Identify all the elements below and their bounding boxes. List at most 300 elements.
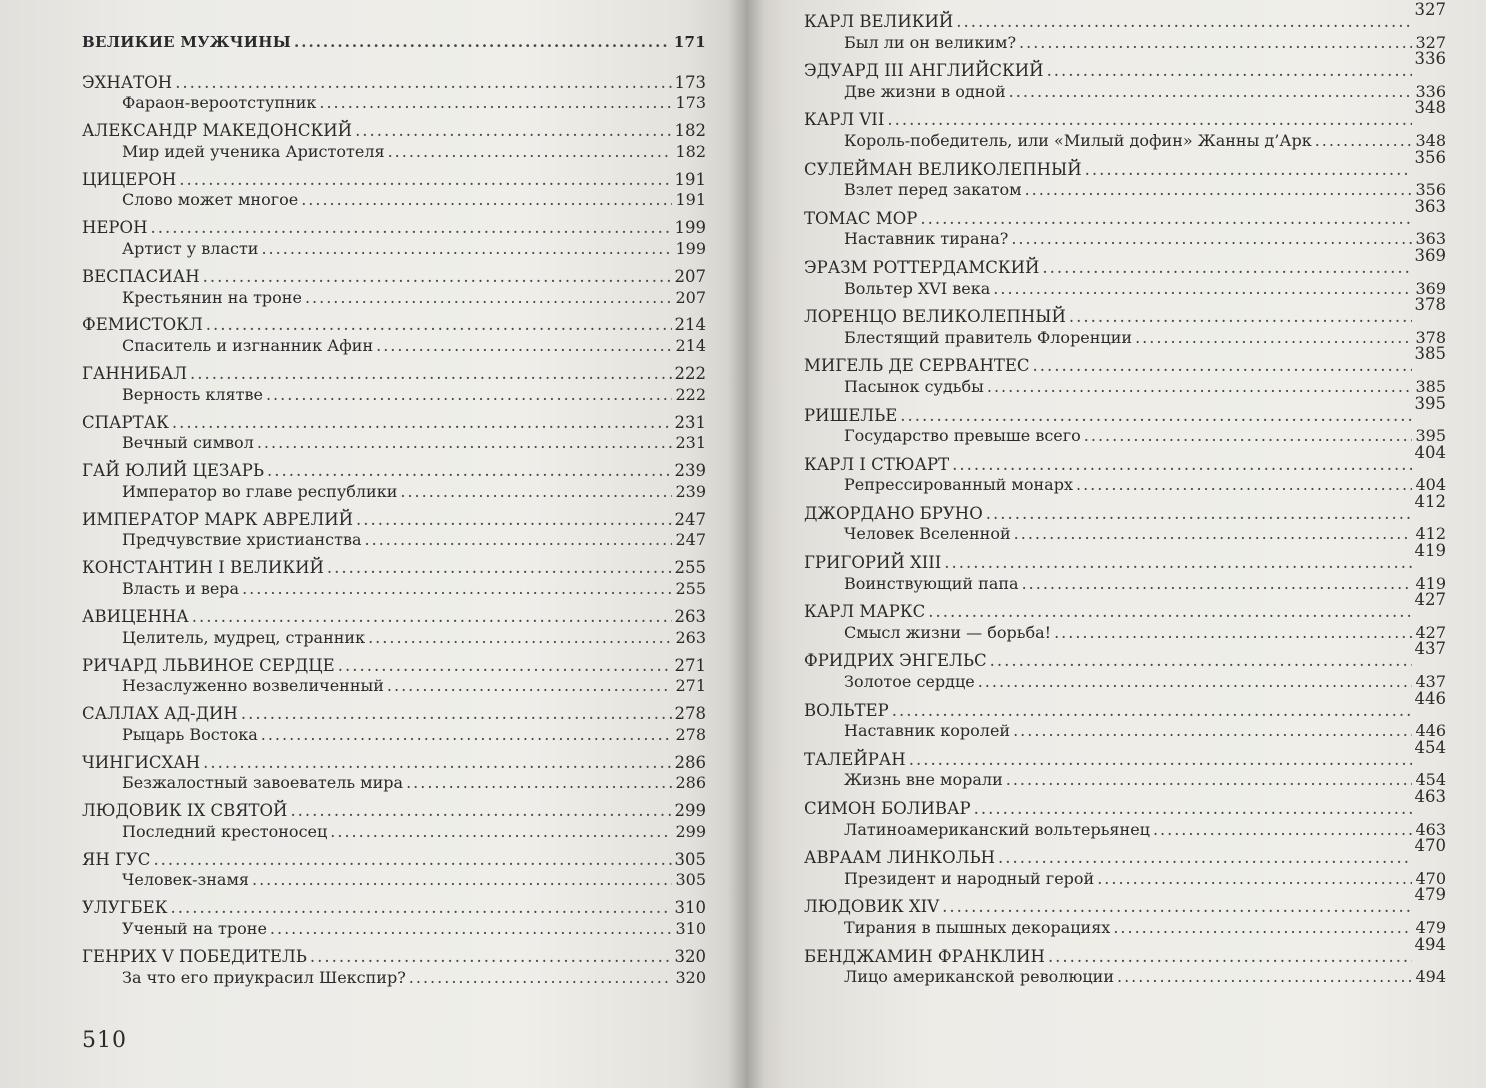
dot-leader: [1153, 820, 1413, 841]
subtitle-line: [804, 426, 1446, 447]
chapter-line: [82, 170, 706, 191]
chapter-page-number: 207: [674, 266, 706, 286]
subtitle-title: Блестящий правитель Флоренции: [844, 327, 1133, 347]
chapter-title: ЭДУАРД III АНГЛИЙСКИЙ: [804, 61, 1044, 81]
dot-leader: [261, 725, 673, 746]
chapter-line: [82, 607, 706, 628]
chapter-title: ГАЙ ЮЛИЙ ЦЕЗАРЬ: [82, 461, 264, 481]
subtitle-line: [804, 279, 1446, 300]
subtitle-line: [804, 770, 1446, 791]
toc-entry[interactable]: [804, 245, 1446, 299]
dot-leader: [175, 73, 671, 94]
dot-leader: [942, 897, 1411, 918]
subtitle-title: Вольтер XVI века: [844, 278, 991, 298]
toc-entry[interactable]: [804, 49, 1446, 102]
chapter-line: [804, 737, 1446, 771]
dot-leader: [1009, 82, 1413, 103]
page-number: 510: [82, 1028, 127, 1053]
section-page-number: 171: [673, 33, 706, 51]
chapter-title: ГЕНРИХ V ПОБЕДИТЕЛЬ: [82, 947, 307, 966]
dot-leader: [1069, 307, 1412, 328]
subtitle-title: Верность клятве: [122, 384, 263, 404]
subtitle-line: [82, 870, 706, 891]
dot-leader: [1047, 61, 1412, 82]
subtitle-title: Последний крестоносец: [122, 821, 328, 841]
chapter-title: НЕРОН: [82, 218, 148, 238]
chapter-title: ФЕМИСТОКЛ: [82, 315, 203, 335]
chapter-title: СИМОН БОЛИВАР: [804, 799, 971, 818]
chapter-title: КАРЛ I СТЮАРТ: [804, 454, 950, 474]
dot-leader: [192, 607, 672, 628]
subtitle-page-number: 278: [675, 724, 706, 744]
chapter-line: [804, 934, 1446, 968]
subtitle-page-number: 173: [675, 93, 706, 113]
toc-entry[interactable]: [804, 196, 1446, 250]
chapter-line: [82, 364, 706, 385]
toc-entry[interactable]: [82, 510, 706, 551]
toc-entry[interactable]: [82, 32, 706, 53]
subtitle-line: [82, 579, 706, 600]
subtitle-title: Две жизни в одной: [844, 81, 1006, 101]
chapter-title: ДЖОРДАНО БРУНО: [804, 503, 983, 523]
toc-entry[interactable]: [82, 558, 706, 599]
dot-leader: [266, 385, 672, 406]
dot-leader: [1085, 160, 1412, 181]
subtitle-line: [804, 918, 1446, 939]
subtitle-line: [804, 229, 1446, 250]
subtitle-title: Фараон-вероотступник: [122, 93, 317, 113]
subtitle-title: За что его приукрасил Шекспир?: [122, 967, 406, 987]
subtitle-title: Наставник королей: [844, 721, 1011, 741]
subtitle-line: [804, 33, 1446, 54]
subtitle-page-number: 222: [675, 384, 706, 404]
toc-entry[interactable]: [804, 0, 1446, 53]
subtitle-title: Ученый на троне: [122, 919, 267, 939]
chapter-page-number: 479: [1414, 885, 1446, 905]
subtitle-title: Воинствующий папа: [844, 573, 1019, 593]
chapter-line: [804, 49, 1446, 82]
toc-entry[interactable]: [804, 934, 1446, 988]
chapter-page-number: 299: [674, 801, 706, 821]
chapter-line: [804, 836, 1446, 869]
toc-entry[interactable]: [804, 737, 1446, 791]
chapter-page-number: 419: [1414, 541, 1446, 561]
subtitle-page-number: 310: [675, 919, 706, 939]
subtitle-title: Взлет перед закатом: [844, 180, 1022, 200]
subtitle-page-number: 191: [675, 190, 706, 210]
chapter-title: ЯН ГУС: [82, 849, 151, 869]
chapter-page-number: 385: [1414, 344, 1446, 364]
chapter-page-number: 263: [674, 606, 706, 626]
dot-leader: [1042, 258, 1411, 279]
subtitle-title: Крестьянин на троне: [122, 287, 302, 307]
subtitle-line: [82, 676, 706, 697]
toc-entry[interactable]: [804, 836, 1446, 889]
chapter-page-number: 454: [1414, 737, 1446, 757]
subtitle-title: Целитель, мудрец, странник: [122, 627, 366, 647]
subtitle-line: [804, 524, 1446, 545]
subtitle-title: Человек Вселенной: [844, 524, 1011, 544]
chapter-line: [804, 491, 1446, 525]
chapter-line: [804, 393, 1446, 427]
toc-entry[interactable]: [82, 704, 706, 745]
chapter-page-number: 427: [1414, 590, 1446, 610]
dot-leader: [203, 267, 672, 288]
chapter-page-number: 363: [1414, 196, 1446, 216]
chapter-line: [804, 98, 1446, 131]
subtitle-page-number: 369: [1415, 278, 1446, 298]
dot-leader: [990, 651, 1412, 672]
chapter-page-number: 369: [1414, 245, 1446, 265]
chapter-title: МИГЕЛЬ ДЕ СЕРВАНТЕС: [804, 356, 1030, 376]
chapter-page-number: 247: [674, 509, 706, 529]
dot-leader: [1019, 33, 1412, 54]
chapter-line: [82, 461, 706, 482]
dot-leader: [928, 602, 1411, 623]
chapter-page-number: 286: [674, 752, 706, 772]
subtitle-line: [82, 190, 706, 211]
subtitle-page-number: 327: [1415, 32, 1446, 52]
chapter-page-number: 231: [674, 412, 706, 432]
chapter-page-number: 305: [674, 849, 706, 869]
subtitle-line: [82, 433, 706, 454]
toc-entry[interactable]: [82, 850, 706, 891]
chapter-title: ВОЛЬТЕР: [804, 700, 889, 720]
dot-leader: [993, 279, 1412, 300]
chapter-page-number: 378: [1414, 295, 1446, 315]
toc-entry[interactable]: [804, 885, 1446, 938]
subtitle-line: [82, 288, 706, 309]
dot-leader: [330, 822, 672, 843]
chapter-line: [804, 688, 1446, 722]
toc-entry[interactable]: [82, 170, 706, 211]
dot-leader: [406, 773, 672, 794]
toc-entry[interactable]: [82, 364, 706, 405]
chapter-line: [804, 885, 1446, 918]
dot-leader: [892, 701, 1412, 722]
chapter-title: ТАЛЕЙРАН: [804, 749, 906, 769]
toc-entry[interactable]: [82, 267, 706, 308]
chapter-line: [804, 344, 1446, 377]
toc-entry[interactable]: [804, 491, 1446, 545]
dot-leader: [301, 190, 672, 211]
chapter-line: [82, 704, 706, 725]
toc-entry[interactable]: [804, 295, 1446, 348]
chapter-title: СПАРТАК: [82, 412, 169, 432]
chapter-title: СУЛЕЙМАН ВЕЛИКОЛЕПНЫЙ: [804, 159, 1082, 179]
subtitle-title: Пасынок судьбы: [844, 376, 984, 396]
subtitle-page-number: 286: [675, 773, 706, 793]
dot-leader: [974, 799, 1412, 820]
dot-leader: [1054, 623, 1412, 644]
subtitle-line: [804, 475, 1446, 496]
dot-leader: [956, 12, 1411, 33]
subtitle-title: Репрессированный монарх: [844, 475, 1073, 495]
chapter-title: АЛЕКСАНДР МАКЕДОНСКИЙ: [82, 121, 353, 141]
chapter-line: [82, 218, 706, 239]
chapter-title: АВРААМ ЛИНКОЛЬН: [804, 848, 995, 868]
chapter-page-number: 395: [1414, 393, 1446, 413]
toc-entry[interactable]: [82, 753, 706, 794]
toc-entry[interactable]: [82, 607, 706, 648]
chapter-line: [82, 267, 706, 288]
chapter-title: КАРЛ VII: [804, 110, 885, 130]
chapter-line: [82, 73, 706, 94]
toc-entry[interactable]: [804, 393, 1446, 447]
chapter-page-number: 494: [1414, 934, 1446, 954]
subtitle-page-number: 479: [1415, 917, 1446, 937]
chapter-line: [82, 947, 706, 968]
chapter-page-number: 404: [1414, 442, 1446, 462]
dot-leader: [368, 628, 672, 649]
subtitle-page-number: 404: [1415, 475, 1446, 495]
chapter-title: БЕНДЖАМИН ФРАНКЛИН: [804, 946, 1045, 966]
dot-leader: [356, 510, 671, 531]
subtitle-title: Король-победитель, или «Милый дофин» Жанны д’Арк: [844, 130, 1312, 150]
chapter-page-number: 470: [1414, 836, 1446, 856]
dot-leader: [267, 461, 672, 482]
dot-leader: [909, 750, 1412, 771]
toc-entry[interactable]: [804, 98, 1446, 151]
subtitle-title: Лицо американской революции: [844, 967, 1114, 987]
subtitle-line: [82, 919, 706, 940]
subtitle-title: Артист у власти: [122, 238, 259, 258]
toc-entry[interactable]: [804, 590, 1446, 643]
dot-leader: [978, 672, 1413, 693]
chapter-line: [804, 639, 1446, 672]
subtitle-page-number: 231: [675, 433, 706, 453]
dot-leader: [355, 121, 671, 142]
dot-leader: [952, 455, 1411, 476]
subtitle-title: Золотое сердце: [844, 672, 975, 692]
subtitle-line: [82, 773, 706, 794]
subtitle-title: Наставник тирана?: [844, 229, 1009, 249]
toc-entry[interactable]: [82, 656, 706, 697]
subtitle-title: Вечный символ: [122, 433, 254, 453]
subtitle-title: Тирания в пышных декорациях: [844, 917, 1111, 937]
subtitle-title: Император во главе республики: [122, 481, 398, 501]
subtitle-page-number: 239: [675, 481, 706, 501]
dot-leader: [1135, 328, 1412, 349]
subtitle-page-number: 446: [1415, 721, 1446, 741]
subtitle-line: [82, 239, 706, 260]
toc-entry[interactable]: [82, 73, 706, 114]
toc-entry[interactable]: [82, 947, 706, 988]
subtitle-line: [804, 377, 1446, 398]
subtitle-page-number: 247: [675, 530, 706, 550]
chapter-page-number: 437: [1414, 639, 1446, 659]
subtitle-page-number: 336: [1415, 81, 1446, 101]
subtitle-page-number: 395: [1415, 426, 1446, 446]
chapter-page-number: 239: [674, 461, 706, 481]
toc-entry[interactable]: [804, 541, 1446, 594]
dot-leader: [887, 110, 1411, 131]
dot-leader: [1013, 721, 1412, 742]
subtitle-page-number: 470: [1415, 868, 1446, 888]
subtitle-line: [804, 820, 1446, 841]
dot-leader: [190, 364, 672, 385]
subtitle-title: Предчувствие христианства: [122, 530, 362, 550]
toc-entry[interactable]: [82, 461, 706, 502]
subtitle-title: Слово может многое: [122, 190, 299, 210]
chapter-title: ЛЮДОВИК IX СВЯТОЙ: [82, 801, 288, 821]
dot-leader: [294, 32, 671, 53]
chapter-line: [82, 315, 706, 336]
chapter-title: РИЧАРД ЛЬВИНОЕ СЕРДЦЕ: [82, 655, 335, 675]
subtitle-line: [82, 482, 706, 503]
dot-leader: [1025, 180, 1413, 201]
subtitle-line: [804, 967, 1446, 988]
subtitle-title: Латиноамериканский вольтерьянец: [844, 819, 1150, 839]
subtitle-title: Человек-знамя: [122, 870, 249, 890]
toc-entry[interactable]: [804, 442, 1446, 496]
subtitle-line: [82, 725, 706, 746]
dot-leader: [310, 947, 672, 968]
chapter-page-number: 278: [674, 704, 706, 724]
chapter-title: КОНСТАНТИН I ВЕЛИКИЙ: [82, 558, 324, 578]
chapter-line: [804, 147, 1446, 181]
chapter-page-number: 463: [1414, 787, 1446, 806]
dot-leader: [987, 377, 1413, 398]
chapter-page-number: 310: [674, 898, 706, 918]
chapter-page-number: 182: [674, 121, 706, 141]
chapter-page-number: 222: [674, 364, 706, 384]
subtitle-page-number: 182: [675, 141, 706, 161]
toc-entry[interactable]: [82, 801, 706, 842]
chapter-line: [82, 656, 706, 677]
dot-leader: [944, 553, 1411, 574]
chapter-line: [82, 121, 706, 142]
dot-leader: [242, 579, 672, 600]
dot-leader: [206, 315, 672, 336]
chapter-title: ВЕСПАСИАН: [82, 266, 200, 286]
subtitle-page-number: 255: [675, 578, 706, 598]
chapter-page-number: 199: [674, 218, 706, 238]
dot-leader: [400, 482, 672, 503]
dot-leader: [153, 850, 671, 871]
subtitle-line: [804, 623, 1446, 644]
subtitle-page-number: 494: [1415, 967, 1446, 987]
subtitle-line: [804, 82, 1446, 103]
dot-leader: [900, 406, 1411, 427]
subtitle-line: [804, 574, 1446, 595]
chapter-title: ЦИЦЕРОН: [82, 169, 177, 189]
subtitle-title: Рыцарь Востока: [122, 724, 258, 744]
chapter-line: [804, 295, 1446, 328]
toc-entry[interactable]: [82, 121, 706, 162]
chapter-line: [82, 801, 706, 822]
subtitle-page-number: 463: [1415, 819, 1446, 839]
subtitle-page-number: 214: [675, 336, 706, 356]
subtitle-title: Спаситель и изгнанник Афин: [122, 336, 374, 356]
chapter-page-number: 356: [1414, 147, 1446, 167]
dot-leader: [1033, 356, 1412, 377]
subtitle-line: [804, 180, 1446, 201]
toc-entry[interactable]: [82, 413, 706, 454]
toc-list-left: [82, 32, 706, 996]
chapter-page-number: 336: [1414, 49, 1446, 69]
subtitle-title: Власть и вера: [122, 578, 240, 598]
section-title: ВЕЛИКИЕ МУЖЧИНЫ: [82, 33, 292, 51]
chapter-page-number: 327: [1414, 0, 1446, 19]
section-line: [82, 32, 706, 53]
dot-leader: [998, 848, 1412, 869]
dot-leader: [1097, 869, 1412, 890]
toc-entry[interactable]: [82, 218, 706, 259]
chapter-title: КАРЛ МАРКС: [804, 602, 926, 622]
chapter-page-number: 255: [674, 558, 706, 578]
subtitle-page-number: 378: [1415, 327, 1446, 347]
chapter-title: ЧИНГИСХАН: [82, 752, 201, 772]
chapter-title: САЛЛАХ АД-ДИН: [82, 704, 238, 724]
dot-leader: [327, 558, 672, 579]
dot-leader: [150, 218, 671, 239]
subtitle-page-number: 320: [675, 967, 706, 987]
subtitle-page-number: 412: [1415, 524, 1446, 544]
subtitle-page-number: 437: [1415, 672, 1446, 692]
dot-leader: [179, 170, 671, 191]
dot-leader: [1117, 967, 1412, 988]
subtitle-page-number: 385: [1415, 376, 1446, 396]
subtitle-page-number: 356: [1415, 180, 1446, 200]
subtitle-page-number: 348: [1415, 130, 1446, 150]
subtitle-line: [804, 721, 1446, 742]
chapter-title: ЛОРЕНЦО ВЕЛИКОЛЕПНЫЙ: [804, 307, 1066, 327]
dot-leader: [270, 919, 673, 940]
subtitle-page-number: 427: [1415, 622, 1446, 642]
toc-entry[interactable]: [804, 344, 1446, 397]
chapter-line: [804, 787, 1446, 820]
toc-entry[interactable]: [804, 688, 1446, 742]
dot-leader: [387, 676, 673, 697]
dot-leader: [203, 753, 671, 774]
chapter-page-number: 446: [1414, 688, 1446, 708]
chapter-page-number: 320: [674, 947, 706, 966]
subtitle-title: Смысл жизни — борьба!: [844, 622, 1052, 642]
chapter-page-number: 271: [674, 655, 706, 675]
subtitle-page-number: 263: [675, 627, 706, 647]
subtitle-line: [82, 93, 706, 114]
chapter-title: РИШЕЛЬЕ: [804, 405, 898, 425]
chapter-title: ФРИДРИХ ЭНГЕЛЬС: [804, 651, 987, 671]
subtitle-title: Государство превыше всего: [844, 426, 1081, 446]
toc-entry[interactable]: [82, 898, 706, 939]
subtitle-title: Незаслуженно возвеличенный: [122, 676, 384, 696]
toc-entry[interactable]: [82, 315, 706, 356]
chapter-line: [804, 196, 1446, 230]
dot-leader: [1011, 229, 1412, 250]
chapter-line: [804, 442, 1446, 476]
chapter-title: ГРИГОРИЙ XIII: [804, 553, 942, 573]
chapter-line: [82, 898, 706, 919]
chapter-line: [804, 541, 1446, 574]
dot-leader: [920, 209, 1411, 230]
dot-leader: [1022, 574, 1413, 595]
subtitle-line: [82, 628, 706, 649]
subtitle-page-number: 363: [1415, 229, 1446, 249]
subtitle-line: [82, 968, 706, 989]
chapter-title: АВИЦЕННА: [82, 606, 189, 626]
toc-entry[interactable]: [804, 787, 1446, 840]
chapter-line: [804, 590, 1446, 623]
chapter-title: ЛЮДОВИК XIV: [804, 897, 940, 917]
chapter-page-number: 214: [674, 315, 706, 335]
subtitle-line: [804, 131, 1446, 152]
toc-entry[interactable]: [804, 147, 1446, 201]
chapter-title: ГАННИБАЛ: [82, 364, 187, 384]
subtitle-page-number: 454: [1415, 770, 1446, 790]
toc-entry[interactable]: [804, 639, 1446, 692]
